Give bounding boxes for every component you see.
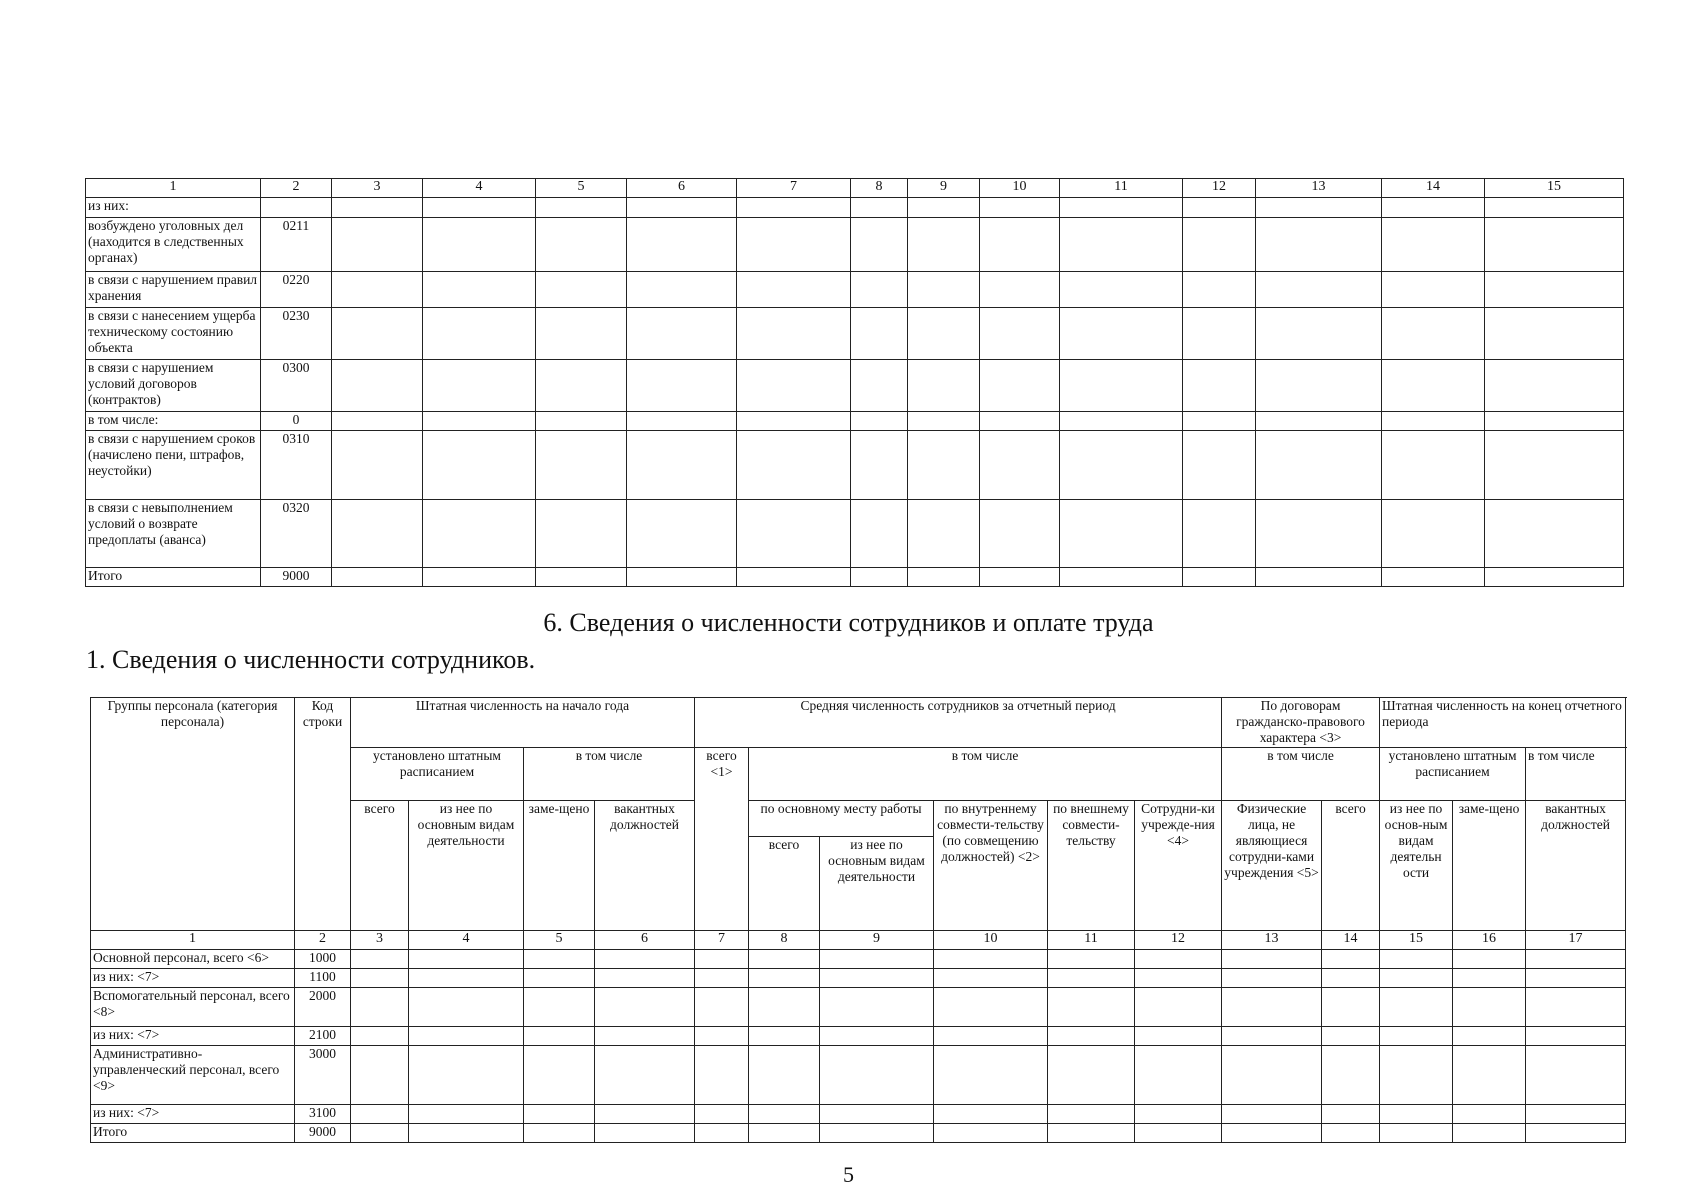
table-row	[86, 568, 1624, 587]
column-number: 10	[980, 179, 1060, 198]
header-employees: Сотрудни-ки учрежде-ния <4>	[1135, 801, 1222, 931]
column-number: 4	[423, 179, 536, 198]
column-number: 8	[749, 931, 820, 950]
header-total-1: всего <1>	[695, 748, 749, 931]
header-including-end: в том числе	[1526, 748, 1626, 801]
header-vacant-end: вакантных должностей	[1526, 801, 1626, 931]
table-1-column-numbers	[86, 179, 1624, 198]
column-number: 3	[332, 179, 423, 198]
column-number: 17	[1526, 931, 1626, 950]
table-row	[91, 1027, 1626, 1046]
row-code: 2100	[295, 1027, 351, 1046]
table-row	[86, 272, 1624, 308]
header-including-contracts: в том числе	[1222, 748, 1380, 801]
column-number: 5	[536, 179, 627, 198]
table-row	[91, 969, 1626, 988]
column-number: 16	[1453, 931, 1526, 950]
header-total-main: всего	[749, 837, 820, 931]
column-number: 2	[261, 179, 332, 198]
table-2	[90, 697, 1626, 1143]
column-number: 12	[1183, 179, 1256, 198]
header-average: Средняя численность сотрудников за отчетный период	[695, 698, 1222, 748]
column-number: 9	[908, 179, 980, 198]
row-label: из них: <7>	[91, 1027, 295, 1046]
column-number: 15	[1380, 931, 1453, 950]
row-label: Вспомогательный персонал, всего <8>	[91, 988, 295, 1027]
page-number: 5	[843, 1162, 854, 1187]
header-total: всего	[351, 801, 409, 931]
table-row	[86, 198, 1624, 218]
header-established: установлено штатным расписанием	[351, 748, 524, 801]
row-label: возбуждено уголовных дел (находится в следственных органах)	[86, 218, 261, 272]
column-number: 2	[295, 931, 351, 950]
header-staff-end: Штатная численность на конец отчетного периода	[1380, 698, 1626, 748]
column-number: 8	[851, 179, 908, 198]
column-number: 11	[1060, 179, 1183, 198]
column-number: 13	[1256, 179, 1382, 198]
column-number: 1	[91, 931, 295, 950]
table-row	[91, 1124, 1626, 1143]
column-number: 7	[737, 179, 851, 198]
column-number: 12	[1135, 931, 1222, 950]
header-of-which-main-end: из нее по основ-ным видам деятельн ости	[1380, 801, 1453, 931]
table-row	[86, 218, 1624, 272]
row-code: 9000	[295, 1124, 351, 1143]
table-1	[85, 178, 1624, 587]
header-of-which-main: из нее по основным видам деятельности	[409, 801, 524, 931]
column-number: 3	[351, 931, 409, 950]
column-number: 7	[695, 931, 749, 950]
column-number: 9	[820, 931, 934, 950]
row-code: 2000	[295, 988, 351, 1027]
row-label: в связи с нарушением правил хранения	[86, 272, 261, 308]
subsection-title: 1. Сведения о численности сотрудников.	[86, 645, 536, 674]
row-code: 0211	[261, 218, 332, 272]
header-of-which-main-avg: из нее по основным видам деятельности	[820, 837, 934, 931]
row-label: в связи с нарушением условий договоров (контрактов)	[86, 360, 261, 412]
table-row	[91, 1046, 1626, 1105]
header-vacant: вакантных должностей	[595, 801, 695, 931]
row-label: в том числе:	[86, 412, 261, 431]
table-row	[91, 988, 1626, 1027]
table-row	[86, 500, 1624, 568]
table-row	[91, 1105, 1626, 1124]
row-code: 0310	[261, 431, 332, 500]
section-title: 6. Сведения о численности сотрудников и оплате труда	[543, 608, 1154, 637]
column-number: 13	[1222, 931, 1322, 950]
row-code	[261, 198, 332, 218]
table-row	[86, 431, 1624, 500]
table-row	[86, 308, 1624, 360]
header-external: по внешнему совмести-тельству	[1048, 801, 1135, 931]
header-filled-end: заме-щено	[1453, 801, 1526, 931]
row-code: 0300	[261, 360, 332, 412]
header-contracts: По договорам гражданско-правового характера <3>	[1222, 698, 1380, 748]
row-label: из них: <7>	[91, 969, 295, 988]
column-number: 5	[524, 931, 595, 950]
row-label: из них: <7>	[91, 1105, 295, 1124]
header-code: Код строки	[295, 698, 351, 931]
row-label: Административно-управленческий персонал, всего <9>	[91, 1046, 295, 1105]
row-label: Итого	[86, 568, 261, 587]
row-code: 0	[261, 412, 332, 431]
table-2-header-row-1	[91, 698, 1626, 748]
row-code: 1100	[295, 969, 351, 988]
column-number: 6	[595, 931, 695, 950]
column-number: 10	[934, 931, 1048, 950]
row-code: 0230	[261, 308, 332, 360]
row-label: в связи с невыполнением условий о возврате предоплаты (аванса)	[86, 500, 261, 568]
row-label: в связи с нанесением ущерба техническому состоянию объекта	[86, 308, 261, 360]
column-number: 4	[409, 931, 524, 950]
header-internal: по внутреннему совмести-тельству (по совмещению должностей) <2>	[934, 801, 1048, 931]
column-number: 14	[1382, 179, 1485, 198]
column-number: 1	[86, 179, 261, 198]
header-individuals: Физические лица, не являющиеся сотрудни-ками учреждения <5>	[1222, 801, 1322, 931]
row-code: 0220	[261, 272, 332, 308]
row-code: 3000	[295, 1046, 351, 1105]
table-2-column-numbers	[91, 931, 1626, 950]
header-total-end: всего	[1322, 801, 1380, 931]
row-label: Итого	[91, 1124, 295, 1143]
header-groups: Группы персонала (категория персонала)	[91, 698, 295, 931]
row-code: 3100	[295, 1105, 351, 1124]
row-label: в связи с нарушением сроков (начислено пени, штрафов, неустойки)	[86, 431, 261, 500]
column-number: 14	[1322, 931, 1380, 950]
header-established-end: установлено штатным расписанием	[1380, 748, 1526, 801]
column-number: 11	[1048, 931, 1135, 950]
table-row	[86, 360, 1624, 412]
header-staff-start: Штатная численность на начало года	[351, 698, 695, 748]
header-filled: заме-щено	[524, 801, 595, 931]
row-label: Основной персонал, всего <6>	[91, 950, 295, 969]
table-row	[86, 412, 1624, 431]
column-number: 6	[627, 179, 737, 198]
row-code: 1000	[295, 950, 351, 969]
row-label: из них:	[86, 198, 261, 218]
header-including-avg: в том числе	[749, 748, 1222, 801]
header-main-job: по основному месту работы	[749, 801, 934, 837]
row-code: 9000	[261, 568, 332, 587]
row-code: 0320	[261, 500, 332, 568]
header-including: в том числе	[524, 748, 695, 801]
table-row	[91, 950, 1626, 969]
column-number: 15	[1485, 179, 1624, 198]
